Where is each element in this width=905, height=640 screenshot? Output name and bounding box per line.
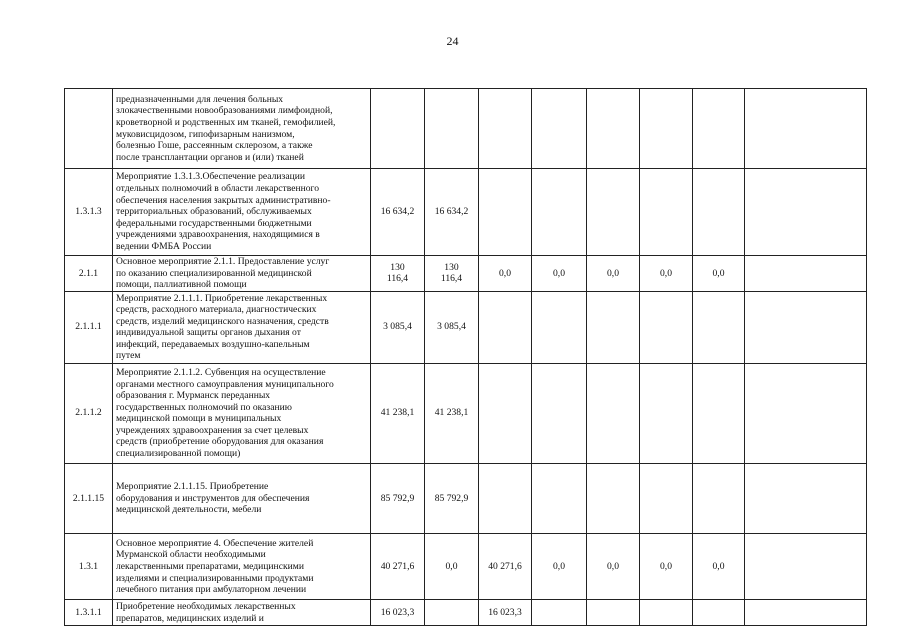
- amount-cell-2: [425, 600, 479, 626]
- amount-cell-1: [371, 89, 425, 169]
- amount-cell-5: [587, 169, 640, 256]
- description-cell: [113, 291, 371, 363]
- amount-cell-7: [693, 169, 745, 256]
- amount-cell-4: [532, 363, 587, 463]
- row-description: Мероприятие 2.1.1.2. Субвенция на осуществление органами местного самоуправления муниципального образования г. Мурманск переданных государственных полномочий по оказанию медицинской помощи в муниципальных учреждениях здравоохранения за счет целевых средств (приобретение оборудования для оказания специализированной помощи): [116, 366, 334, 460]
- amount-cell-8: [745, 363, 867, 463]
- description-cell: [113, 89, 371, 169]
- amount-cell-5: 0,0: [587, 256, 640, 292]
- amount-cell-4: [532, 463, 587, 534]
- page-number: 24: [446, 34, 459, 48]
- amount-cell-5: [587, 463, 640, 534]
- amount-cell-3: 0,0: [479, 256, 532, 292]
- amount-cell-6: [640, 169, 693, 256]
- amount-cell-5: [587, 600, 640, 626]
- amount-cell-3: [479, 89, 532, 169]
- row-code: 2.1.1.1: [65, 291, 113, 363]
- amount-cell-8: [745, 600, 867, 626]
- table-row: [65, 89, 867, 169]
- amount-cell-2: 3 085,4: [425, 291, 479, 363]
- amount-cell-2: 130 116,4: [425, 256, 479, 292]
- row-description: Мероприятие 2.1.1.1. Приобретение лекарственных средств, расходного материала, диагностических средств, изделий медицинского назначения, средств индивидуальной защиты органов дыхания от инфекций, передаваемых воздушно-капельным путем: [116, 292, 329, 362]
- amount-cell-3: 40 271,6: [479, 534, 532, 600]
- amount-cell-1: 3 085,4: [371, 291, 425, 363]
- amount-cell-7: 0,0: [693, 256, 745, 292]
- amount-cell-6: [640, 363, 693, 463]
- amount-cell-1: 130 116,4: [371, 256, 425, 292]
- row-description: Основное мероприятие 2.1.1. Предоставление услуг по оказанию специализированной медицинской помощи, паллиативной помощи: [116, 256, 330, 291]
- amount-cell-4: [532, 169, 587, 256]
- row-code: [65, 89, 113, 169]
- amount-cell-8: [745, 463, 867, 534]
- amount-cell-1: 85 792,9: [371, 463, 425, 534]
- amount-cell-8: [745, 534, 867, 600]
- row-description: предназначенными для лечения больных злокачественными новообразованиями лимфоидной, кроветворной и родственных им тканей, гемофилией, муковисцидозом, гипофизарным нанизмом, болезнью Гоше, рассеянным склерозом, а также после трансплантации органов и (или) тканей: [116, 93, 336, 163]
- description-cell: [113, 463, 371, 534]
- amount-cell-8: [745, 256, 867, 292]
- amount-cell-4: [532, 600, 587, 626]
- amount-cell-8: [745, 169, 867, 256]
- amount-cell-1: 40 271,6: [371, 534, 425, 600]
- amount-cell-2: 85 792,9: [425, 463, 479, 534]
- row-code: 1.3.1.1: [65, 600, 113, 626]
- table-row: [65, 463, 867, 534]
- amount-cell-3: 16 023,3: [479, 600, 532, 626]
- amount-cell-5: [587, 89, 640, 169]
- amount-cell-1: 41 238,1: [371, 363, 425, 463]
- amount-cell-3: [479, 169, 532, 256]
- amount-cell-2: 0,0: [425, 534, 479, 600]
- row-description: Мероприятие 2.1.1.15. Приобретение оборудования и инструментов для обеспечения медицинской деятельности, мебели: [116, 481, 310, 516]
- amount-cell-7: 0,0: [693, 534, 745, 600]
- row-code: 2.1.1.2: [65, 363, 113, 463]
- amount-cell-7: [693, 463, 745, 534]
- row-code: 2.1.1.15: [65, 463, 113, 534]
- description-cell: [113, 169, 371, 256]
- table-row: [65, 534, 867, 600]
- description-cell: [113, 256, 371, 292]
- amount-cell-2: 41 238,1: [425, 363, 479, 463]
- amount-cell-6: 0,0: [640, 256, 693, 292]
- description-cell: [113, 534, 371, 600]
- table-body: [65, 89, 867, 626]
- row-code: 1.3.1.3: [65, 169, 113, 256]
- amount-cell-7: [693, 363, 745, 463]
- amount-cell-8: [745, 89, 867, 169]
- row-code: 2.1.1: [65, 256, 113, 292]
- table-row: [65, 169, 867, 256]
- amount-cell-7: [693, 89, 745, 169]
- amount-cell-7: [693, 291, 745, 363]
- table-row: [65, 363, 867, 463]
- amount-cell-6: [640, 463, 693, 534]
- row-description: Приобретение необходимых лекарственных препаратов, медицинских изделий и: [116, 601, 296, 624]
- amount-cell-4: 0,0: [532, 534, 587, 600]
- row-code: 1.3.1: [65, 534, 113, 600]
- amount-cell-3: [479, 463, 532, 534]
- table-row: [65, 600, 867, 626]
- description-cell: [113, 600, 371, 626]
- amount-cell-8: [745, 291, 867, 363]
- amount-cell-6: [640, 291, 693, 363]
- amount-cell-1: 16 634,2: [371, 169, 425, 256]
- description-cell: [113, 363, 371, 463]
- amount-cell-5: [587, 363, 640, 463]
- amount-cell-5: 0,0: [587, 534, 640, 600]
- amount-cell-5: [587, 291, 640, 363]
- amount-cell-6: 0,0: [640, 534, 693, 600]
- amount-cell-6: [640, 89, 693, 169]
- table-row: [65, 256, 867, 292]
- amount-cell-4: [532, 89, 587, 169]
- amount-cell-4: 0,0: [532, 256, 587, 292]
- row-description: Мероприятие 1.3.1.3.Обеспечение реализации отдельных полномочий в области лекарственного обеспечения населения закрытых административно- территориальных образований, обслуживаемых федеральными государственными бюджетными учреждениями здравоохранения, находящимися в ведении ФМБА России: [116, 171, 331, 252]
- amount-cell-3: [479, 291, 532, 363]
- amount-cell-7: [693, 600, 745, 626]
- row-description: Основное мероприятие 4. Обеспечение жителей Мурманской области необходимыми лекарственными препаратами, медицинскими изделиями и специализированными продуктами лечебного питания при амбулаторном лечении: [116, 537, 314, 596]
- amount-cell-2: [425, 89, 479, 169]
- amount-cell-3: [479, 363, 532, 463]
- amount-cell-1: 16 023,3: [371, 600, 425, 626]
- amount-cell-2: 16 634,2: [425, 169, 479, 256]
- table-row: [65, 291, 867, 363]
- amount-cell-4: [532, 291, 587, 363]
- budget-table: [64, 88, 867, 626]
- amount-cell-6: [640, 600, 693, 626]
